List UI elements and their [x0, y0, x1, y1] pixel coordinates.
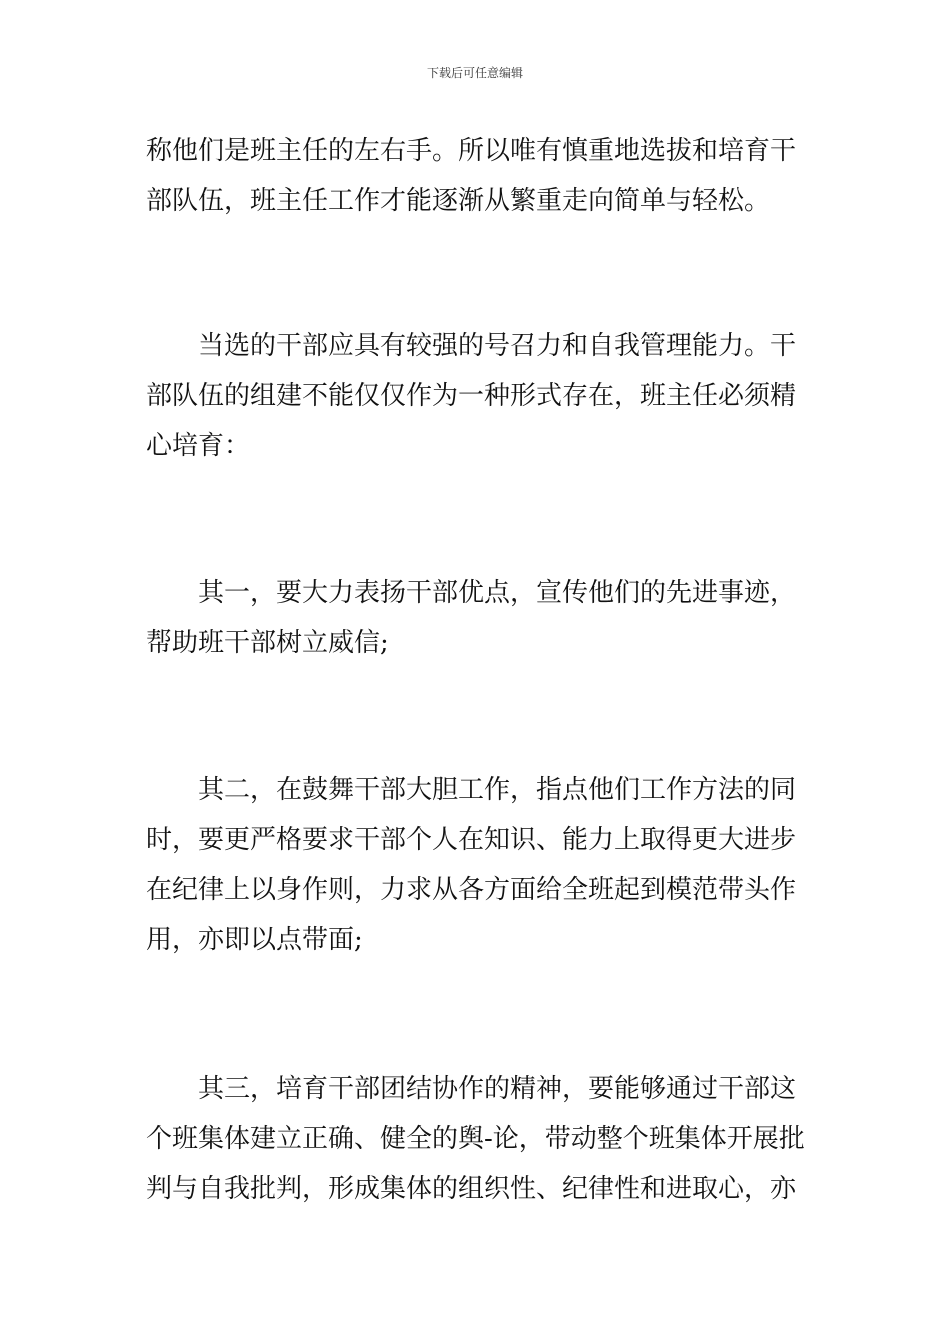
paragraph-spacer [146, 965, 806, 1064]
text-line: 帮助班干部树立威信; [146, 628, 389, 658]
text-line: 其三，培育干部团结协作的精神，要能够通过干部这 [198, 1074, 797, 1104]
text-line: 当选的干部应具有较强的号召力和自我管理能力。干 [198, 331, 797, 361]
text-line: 在纪律上以身作则，力求从各方面给全班起到模范带头作 [146, 875, 797, 905]
paragraph-spacer [146, 668, 806, 765]
text-line: 时，要更严格要求干部个人在知识、能力上取得更大进步 [146, 825, 797, 855]
document-body [146, 126, 806, 1214]
paragraph [146, 765, 806, 965]
text-line: 称他们是班主任的左右手。所以唯有慎重地选拔和培育干 [146, 136, 797, 166]
text-line: 部队伍的组建不能仅仅作为一种形式存在，班主任必须精 [146, 381, 797, 411]
text-line: 用，亦即以点带面; [146, 925, 363, 955]
text-line: 判与自我批判，形成集体的组织性、纪律性和进取心，亦 [146, 1174, 797, 1204]
paragraph-spacer [146, 226, 806, 321]
paragraph [146, 1064, 806, 1214]
paragraph [146, 321, 806, 471]
page-header: 下载后可任意编辑 [426, 66, 523, 80]
text-line: 部队伍，班主任工作才能逐渐从繁重走向简单与轻松。 [146, 186, 771, 216]
text-line: 心培育： [146, 431, 251, 461]
text-line: 其一，要大力表扬干部优点，宣传他们的先进事迹， [198, 578, 797, 608]
paragraph-spacer [146, 471, 806, 568]
paragraph [146, 126, 806, 226]
paragraph [146, 568, 806, 668]
text-line: 个班集体建立正确、健全的舆-论，带动整个班集体开展批 [146, 1124, 805, 1154]
text-line: 其二，在鼓舞干部大胆工作，指点他们工作方法的同 [198, 775, 797, 805]
